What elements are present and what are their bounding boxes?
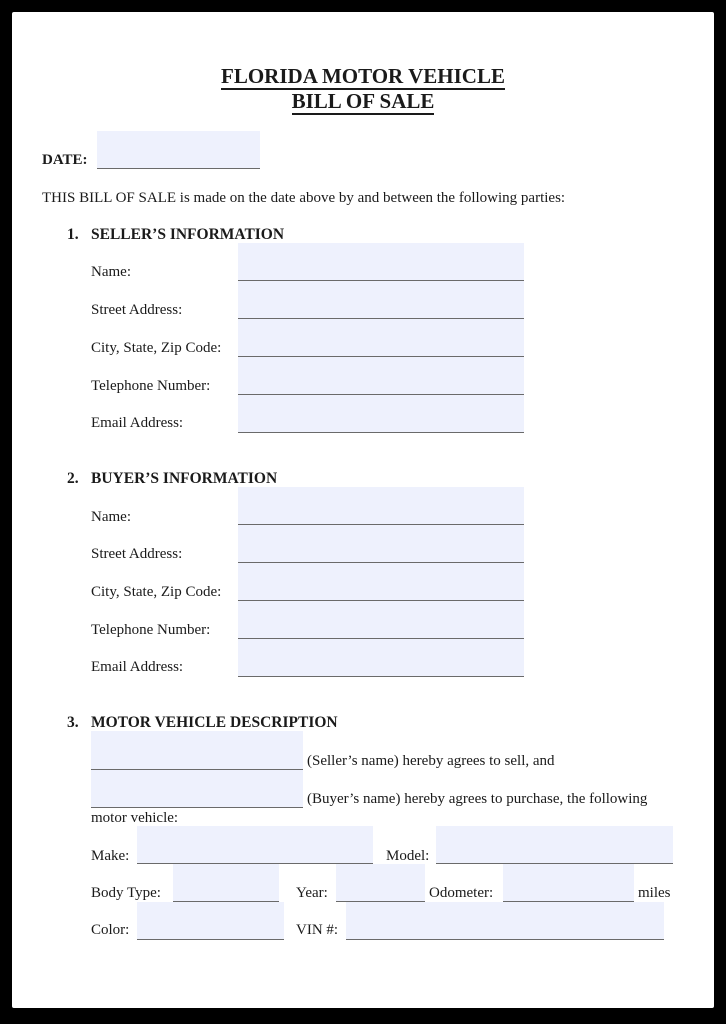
motor-vehicle-text: motor vehicle: — [91, 810, 179, 826]
buyer-street-field[interactable] — [238, 525, 524, 563]
buyer-email-label: Email Address: — [91, 659, 184, 675]
odometer-unit: miles — [638, 885, 671, 901]
title-line-1: FLORIDA MOTOR VEHICLE — [221, 64, 505, 88]
seller-email-field[interactable] — [238, 395, 524, 433]
seller-section-heading: SELLER’S INFORMATION — [91, 226, 285, 243]
buyer-name-label: Name: — [91, 509, 131, 525]
document-page — [12, 12, 714, 1008]
buyer-city-label: City, State, Zip Code: — [91, 584, 222, 600]
body-type-label: Body Type: — [91, 885, 161, 901]
buyer-street-label: Street Address: — [91, 546, 183, 562]
seller-phone-label: Telephone Number: — [91, 378, 211, 394]
odometer-label: Odometer: — [429, 885, 494, 901]
year-label: Year: — [296, 885, 328, 901]
date-field[interactable] — [97, 131, 260, 169]
buyer-section-heading: BUYER’S INFORMATION — [91, 470, 278, 487]
seller-city-field[interactable] — [238, 319, 524, 357]
vin-field[interactable] — [346, 902, 664, 940]
buyer-name-field[interactable] — [238, 487, 524, 525]
buyer-section-number: 2. — [67, 470, 79, 487]
title-line-2: BILL OF SALE — [291, 89, 435, 113]
seller-name-field[interactable] — [238, 243, 524, 281]
seller-name-sale-field[interactable] — [91, 731, 303, 770]
seller-street-label: Street Address: — [91, 302, 183, 318]
buyer-name-purchase-field[interactable] — [91, 770, 303, 808]
vehicle-section-heading: MOTOR VEHICLE DESCRIPTION — [91, 714, 338, 731]
seller-name-label: Name: — [91, 264, 131, 280]
seller-section-number: 1. — [67, 226, 79, 243]
model-field[interactable] — [436, 826, 673, 864]
buyer-email-field[interactable] — [238, 639, 524, 677]
body-type-field[interactable] — [173, 864, 279, 902]
vehicle-section-number: 3. — [67, 714, 79, 731]
buyer-phone-label: Telephone Number: — [91, 622, 211, 638]
model-label: Model: — [386, 848, 430, 864]
intro-text: THIS BILL OF SALE is made on the date above by and between the following parties: — [42, 190, 566, 206]
seller-email-label: Email Address: — [91, 415, 184, 431]
color-label: Color: — [91, 922, 130, 938]
vin-label: VIN #: — [296, 922, 339, 938]
buyer-city-field[interactable] — [238, 563, 524, 601]
buyer-name-suffix: (Buyer’s name) hereby agrees to purchase, the following — [307, 791, 648, 807]
make-label: Make: — [91, 848, 130, 864]
seller-name-suffix: (Seller’s name) hereby agrees to sell, and — [307, 753, 555, 769]
make-field[interactable] — [137, 826, 373, 864]
date-label: DATE: — [42, 152, 88, 168]
seller-city-label: City, State, Zip Code: — [91, 340, 222, 356]
seller-street-field[interactable] — [238, 281, 524, 319]
seller-phone-field[interactable] — [238, 357, 524, 395]
odometer-field[interactable] — [503, 864, 634, 902]
color-field[interactable] — [137, 902, 284, 940]
year-field[interactable] — [336, 864, 425, 902]
buyer-phone-field[interactable] — [238, 601, 524, 639]
